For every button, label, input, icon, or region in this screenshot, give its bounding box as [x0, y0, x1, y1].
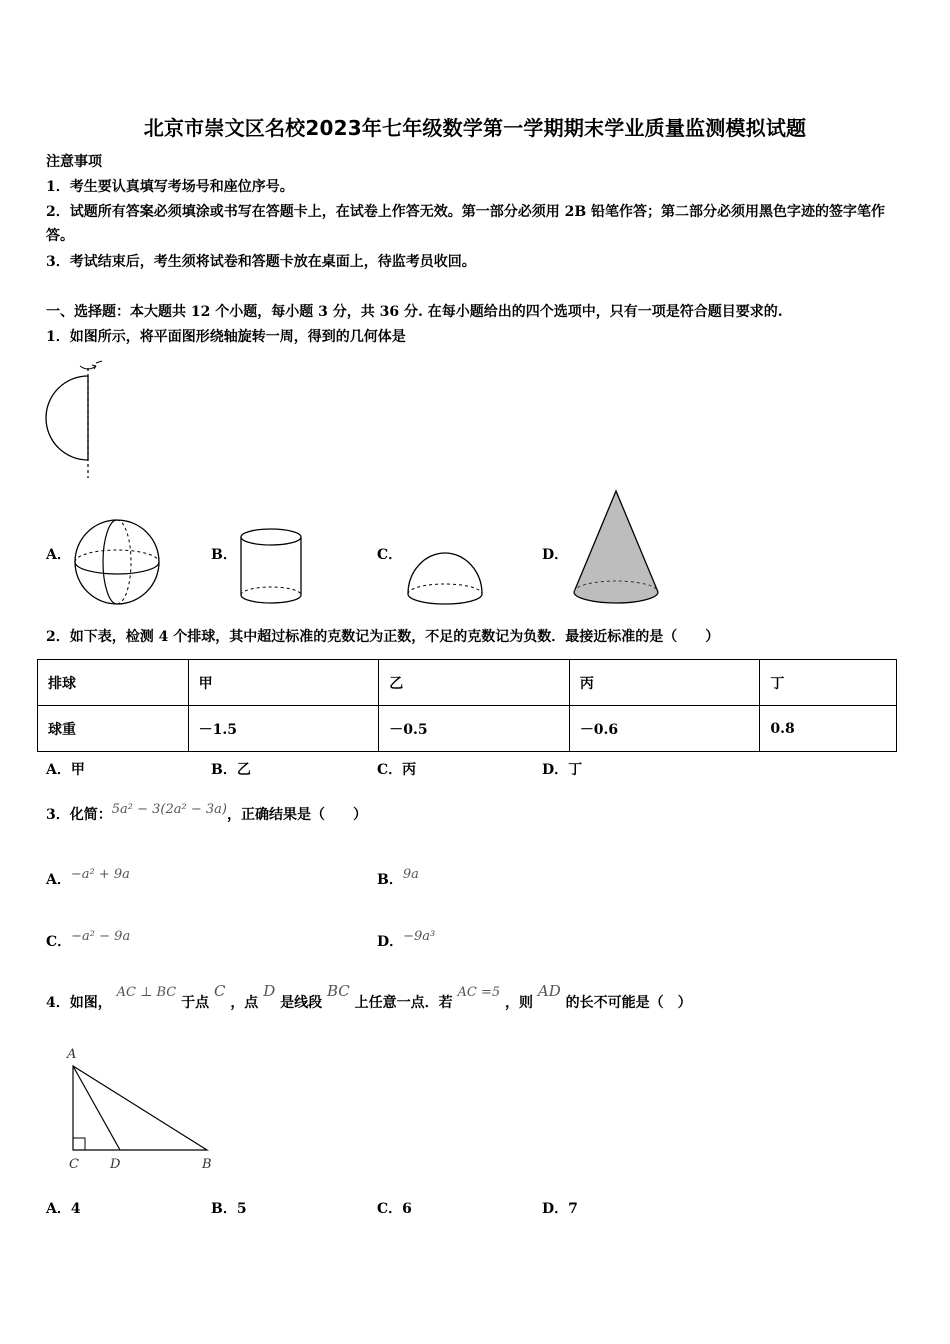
hemisphere-icon: [405, 550, 485, 608]
option-expression: −a² + 9a: [70, 867, 130, 882]
table-cell: 丙: [569, 660, 760, 706]
table-cell: 球重: [38, 706, 189, 752]
table-cell: 甲: [188, 660, 379, 706]
question-3-expression: 5a² − 3(2a² − 3a): [111, 802, 227, 817]
question-1-stem: 1．如图所示，将平面图形绕轴旋转一周，得到的几何体是: [46, 329, 406, 345]
option-label: D．: [377, 934, 404, 950]
question-4-option-d[interactable]: D．7: [542, 1201, 578, 1217]
stem-text: ，点: [230, 995, 259, 1011]
stem-text: 上任意一点．若: [354, 995, 453, 1011]
question-1-option-a[interactable]: A．: [46, 547, 71, 563]
question-3-option-c[interactable]: [46, 931, 130, 951]
notice-item-2: 2．试题所有答案必须填涂或书写在答题卡上，在试卷上作答无效。第一部分必须用 2B 铅笔作答；第二部分必须用黑色字迹的签字笔作答。: [46, 204, 886, 244]
question-3-option-d[interactable]: [377, 931, 435, 951]
vertex-label-c: C: [69, 1157, 79, 1172]
table-row: [38, 706, 897, 752]
question-3-option-b[interactable]: [377, 869, 419, 889]
stem-math: BC: [326, 982, 350, 1000]
option-label: B．: [377, 872, 403, 888]
table-cell: －0.6: [569, 706, 760, 752]
option-label: C．: [46, 934, 72, 950]
question-3-stem: [46, 802, 367, 826]
table-cell: 丁: [760, 660, 897, 706]
option-expression: −a² − 9a: [71, 929, 131, 944]
section-heading: 一、选择题：本大题共 12 个小题，每小题 3 分，共 36 分. 在每小题给出的四个选项中，只有一项是符合题目要求的.: [46, 304, 783, 320]
question-4-option-c[interactable]: C．6: [377, 1201, 412, 1217]
stem-math: D: [263, 982, 276, 1000]
stem-text: ，则: [505, 995, 534, 1011]
table-cell: 0.8: [760, 706, 897, 752]
cone-icon: [570, 488, 662, 608]
question-4-option-b[interactable]: B．5: [211, 1201, 247, 1217]
stem-text: 于点: [181, 995, 210, 1011]
question-1-option-c[interactable]: C．: [377, 547, 403, 563]
question-2-stem: 2．如下表，检测 4 个排球，其中超过标准的克数记为正数，不足的克数记为负数．最接近标准的是（ ）: [46, 629, 720, 645]
volleyball-weight-table: [37, 659, 897, 752]
option-label: A．: [46, 872, 71, 888]
question-4-option-a[interactable]: A．4: [46, 1201, 81, 1217]
question-3-option-a[interactable]: [46, 869, 130, 889]
option-expression: −9a³: [403, 929, 436, 944]
page-title: 北京市崇文区名校2023年七年级数学第一学期期末学业质量监测模拟试题: [143, 116, 807, 140]
table-cell: 乙: [379, 660, 570, 706]
question-3-prefix: 3．化简：: [46, 807, 112, 823]
question-2-option-a[interactable]: A．甲: [46, 762, 85, 778]
cylinder-icon: [238, 527, 304, 607]
stem-text: 的长不可能是（ ）: [565, 995, 692, 1011]
question-4-stem: [46, 982, 692, 1014]
stem-text: 4．如图，: [46, 995, 112, 1011]
stem-math: AD: [537, 982, 561, 1000]
stem-text: 是线段: [280, 995, 323, 1011]
question-2-option-b[interactable]: B．乙: [211, 762, 251, 778]
table-cell: －1.5: [188, 706, 379, 752]
notice-item-1: 1．考生要认真填写考场号和座位序号。: [46, 179, 294, 195]
stem-math: AC =5: [457, 985, 501, 1000]
stem-math: C: [213, 982, 226, 1000]
question-3-suffix: ，正确结果是（ ）: [226, 807, 367, 823]
question-1-option-b[interactable]: B．: [211, 547, 237, 563]
table-cell: －0.5: [379, 706, 570, 752]
question-2-option-d[interactable]: D．丁: [542, 762, 583, 778]
option-expression: 9a: [402, 867, 419, 882]
question-1-option-d[interactable]: D．: [542, 547, 569, 563]
table-header-row: [38, 660, 897, 706]
triangle-figure: [60, 1040, 230, 1180]
table-cell: 排球: [38, 660, 189, 706]
sphere-icon: [73, 518, 163, 608]
stem-math: AC ⊥ BC: [116, 985, 177, 1000]
notice-heading: 注意事项: [46, 154, 102, 170]
notice-item-3: 3．考试结束后，考生须将试卷和答题卡放在桌面上，待监考员收回。: [46, 254, 476, 270]
question-2-option-c[interactable]: C．丙: [377, 762, 417, 778]
vertex-label-d: D: [110, 1157, 121, 1172]
vertex-label-a: A: [67, 1047, 77, 1062]
vertex-label-b: B: [202, 1157, 212, 1172]
rotation-figure: [40, 358, 110, 483]
